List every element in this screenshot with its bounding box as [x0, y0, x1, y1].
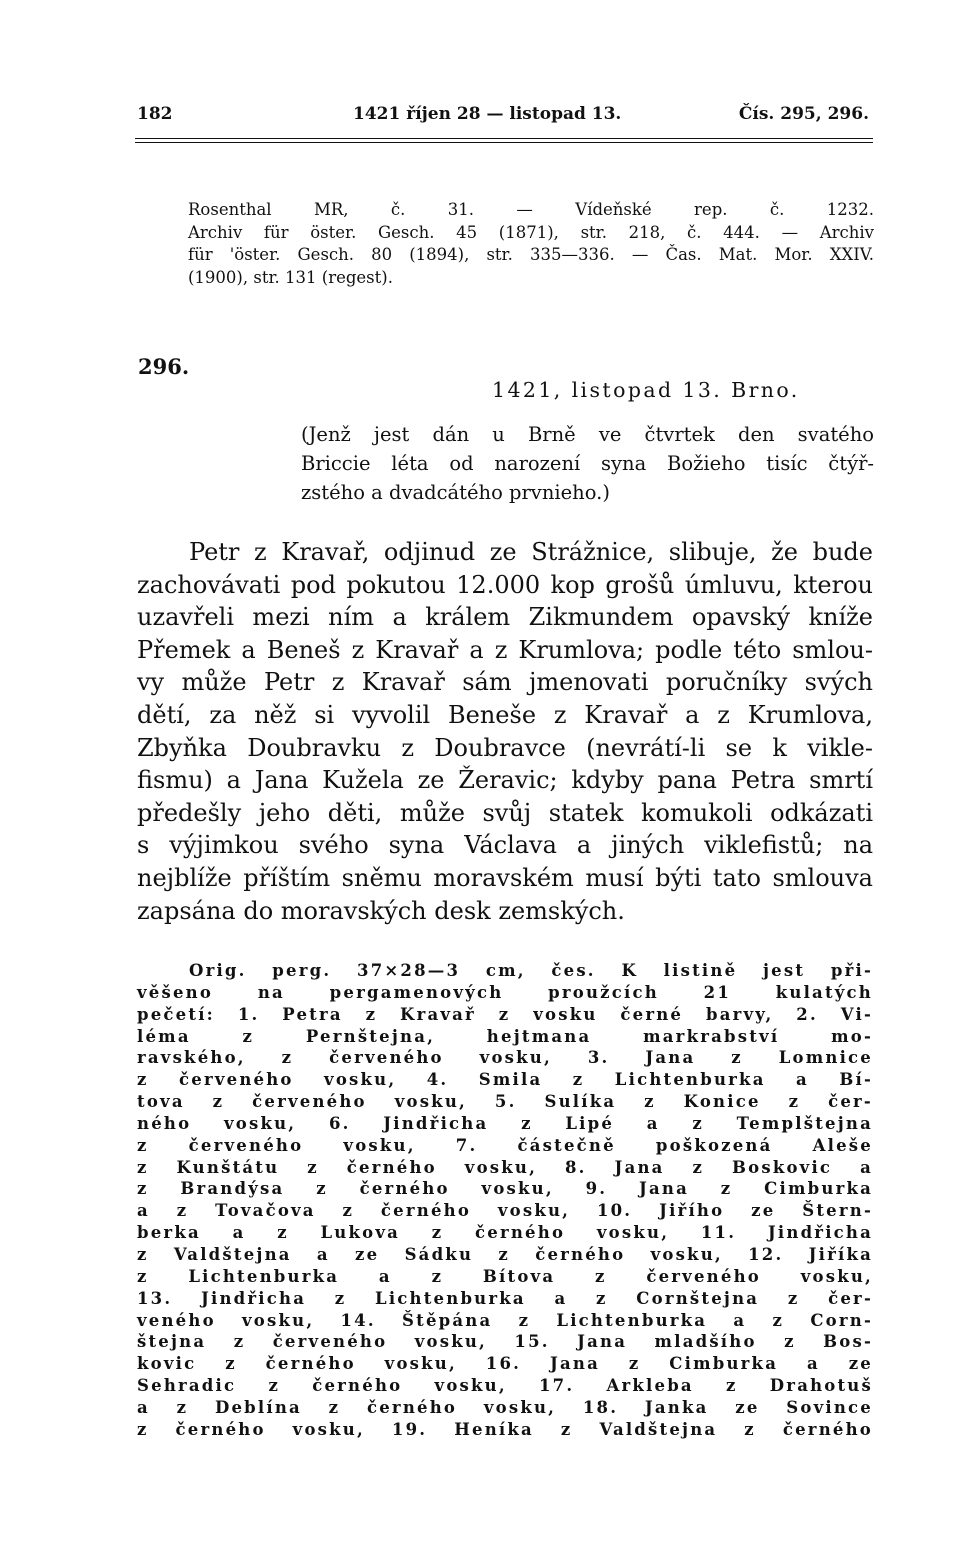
notes-line: Orig. perg. 37×28—3 cm, čes. K listině jest při-	[189, 961, 873, 980]
dating-line: Briccie léta od narození syna Božieho tisíc čtýř-	[301, 452, 874, 475]
header-rule-top	[135, 138, 873, 139]
notes-line: z černého vosku, 19. Heníka z Valdštejna z černého	[137, 1419, 873, 1439]
notes-line: a z Tovačova z černého vosku, 10. Jiřího ze Štern-	[137, 1201, 873, 1221]
source-line: für 'öster. Gesch. 80 (1894), str. 335—336. — Čas. Mat. Mor. XXIV.	[188, 245, 874, 264]
previous-document-sources	[188, 199, 874, 289]
notes-line: z červeného vosku, 7. částečně poškozená Aleše	[137, 1135, 873, 1155]
notes-line: štejna z červeného vosku, 15. Jana mladšího z Bos-	[137, 1332, 873, 1352]
notes-line: ného vosku, 6. Jindřicha z Lipé a z Templštejna	[137, 1113, 873, 1133]
regest-line: Petr z Kravař, odjinud ze Strážnice, slibuje, že bude	[189, 538, 873, 566]
notes-line: veného vosku, 14. Štěpána z Lichtenburka a z Corn-	[137, 1310, 873, 1330]
regest-line: dětí, za něž si vyvolil Beneše z Kravař a z Krumlova,	[137, 700, 873, 729]
notes-line: věšeno na pergamenových proužcích 21 kulatých	[137, 982, 873, 1002]
running-header	[135, 104, 873, 128]
notes-line: tova z červeného vosku, 5. Sulíka z Konice z čer-	[137, 1092, 873, 1112]
source-line: Rosenthal MR, č. 31. — Vídeňské rep. č. 1232.	[188, 200, 874, 219]
notes-line: Sehradic z černého vosku, 17. Arkleba z Drahotuš	[137, 1376, 873, 1396]
notes-line: kovic z černého vosku, 16. Jana z Cimburka a ze	[137, 1354, 873, 1374]
regest-line: zapsána do moravských desk zemských.	[137, 896, 625, 925]
dating-line: zstého a dvadcátého prvnieho.)	[301, 481, 610, 504]
notes-line: léma z Pernštejna, hejtmana markrabství mo-	[137, 1026, 873, 1046]
source-line: (1900), str. 131 (regest).	[188, 267, 393, 287]
regest-line: vy může Petr z Kravař sám jmenovati poručníky svých	[137, 668, 873, 697]
notes-line: z Lichtenburka a z Bítova z červeného vosku,	[137, 1266, 873, 1286]
regest-line: s výjimkou svého syna Václava a jiných viklefistů; na	[137, 831, 873, 860]
header-date-range: 1421 říjen 28 — listopad 13.	[353, 104, 622, 124]
source-line: Archiv für öster. Gesch. 45 (1871), str. 218, č. 444. — Archiv	[188, 222, 874, 242]
notes-line: berka a z Lukova z černého vosku, 11. Jindřicha	[137, 1223, 873, 1243]
regest-line: fismu) a Jana Kužela ze Žeravic; kdyby pana Petra smrtí	[137, 766, 873, 795]
notes-line: 13. Jindřicha z Lichtenburka a z Cornštejna z čer-	[137, 1288, 873, 1308]
notes-line: a z Deblína z černého vosku, 18. Janka ze Sovince	[137, 1397, 873, 1417]
regest-line: předešly jeho děti, může svůj statek komukoli odkázati	[137, 798, 873, 827]
regest-line: zachovávati pod pokutou 12.000 kop grošů úmluvu, kterou	[137, 570, 873, 599]
regest-line: Přemek a Beneš z Kravař a z Krumlova; podle této smlou-	[137, 635, 873, 664]
header-document-numbers: Čís. 295, 296.	[738, 104, 869, 124]
original-dating	[301, 420, 874, 507]
document-number: 296.	[138, 354, 190, 379]
notes-line: z Valdštejna a ze Sádku z černého vosku, 12. Jiříka	[137, 1244, 873, 1264]
regest-line: Zbyňka Doubravku z Doubravce (nevrátí-li se k vikle-	[137, 733, 873, 762]
notes-line: z Brandýsa z černého vosku, 9. Jana z Cimburka	[137, 1179, 873, 1199]
regest-line: uzavřeli mezi ním a králem Zikmundem opavský kníže	[137, 603, 873, 632]
notes-line: ravského, z červeného vosku, 3. Jana z Lomnice	[137, 1048, 873, 1068]
dating-line: (Jenž jest dán u Brně ve čtvrtek den svatého	[301, 423, 874, 446]
document-date-place: 1421, listopad 13. Brno.	[492, 378, 800, 402]
page-number: 182	[137, 104, 173, 124]
seal-description-notes	[137, 960, 873, 1441]
regest-paragraph	[137, 536, 873, 927]
notes-line: z červeného vosku, 4. Smila z Lichtenburka a Bí-	[137, 1070, 873, 1090]
notes-line: z Kunštátu z černého vosku, 8. Jana z Boskovic a	[137, 1157, 873, 1177]
regest-line: nejblíže příštím sněmu moravském musí býti tato smlouva	[137, 863, 873, 892]
notes-line: pečetí: 1. Petra z Kravař z vosku černé barvy, 2. Vi-	[137, 1004, 873, 1024]
header-rule-bottom	[135, 142, 873, 143]
